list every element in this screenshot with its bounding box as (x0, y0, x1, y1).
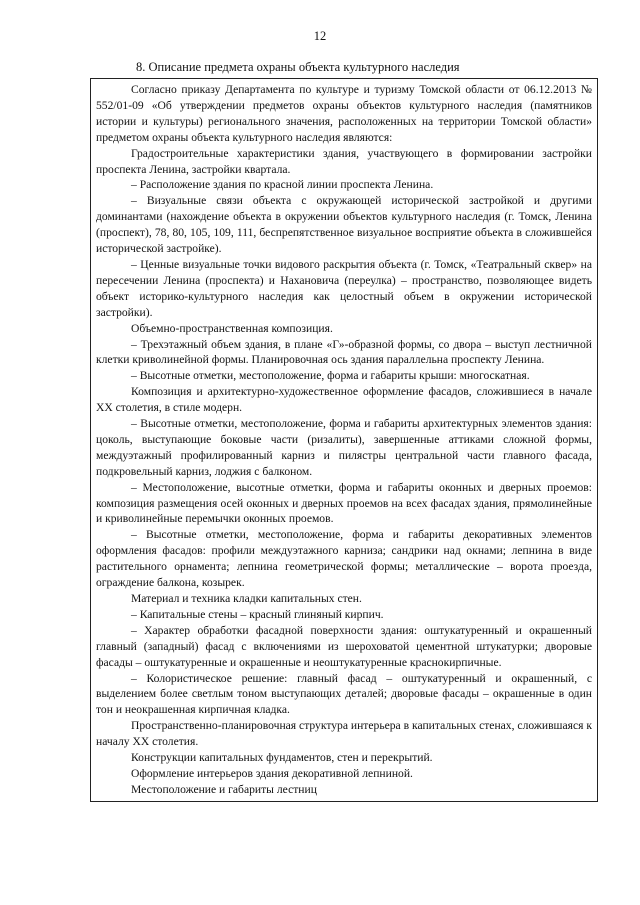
paragraph-architectural-elements: – Высотные отметки, местоположение, форма и габариты архитектурных элементов здания: цоколь, выступающие боковые части (ризалиты), завершенные аттиками сложной формы, междуэтажный профилированный карниз и пилястры центральной части главного фасада, подкровельный карниз, лоджия с балконом. (96, 417, 592, 478)
paragraph-interior-structure: Пространственно-планировочная структура интерьера в капитальных стенах, сложившаяся к началу XX столетия. (96, 719, 592, 749)
paragraph-urban-characteristics: Градостроительные характеристики здания, участвующего в формировании застройки проспекта Ленина, застройки квартала. (96, 146, 592, 176)
paragraph-roof: – Высотные отметки, местоположение, форма и габариты крыши: многоскатная. (131, 369, 530, 383)
paragraph-material-heading: Материал и техника кладки капитальных стен. (131, 592, 362, 605)
paragraph-three-storey: – Трехэтажный объем здания, в плане «Г»-образной формы, со двора – выступ лестничной клетки криволинейной формы. Планировочная ось здания параллельна проспекту Ленина. (96, 337, 592, 367)
section-title: 8. Описание предмета охраны объекта культурного наследия (136, 60, 460, 74)
paragraph-volume-heading: Объемно-пространственная композиция. (131, 321, 333, 335)
paragraph-facade-composition: Композиция и архитектурно-художественное оформление фасадов, сложившиеся в начале XX столетия, в стиле модерн. (96, 385, 592, 415)
paragraph-viewpoints: – Ценные визуальные точки видового раскрытия объекта (г. Томск, «Театральный сквер» на пересечении Ленина (проспекта) и Нахановича (переулка) – пространство, позволяющее видеть объект историко-культурного наследия как целостный объем в окружении исторической застройки). (96, 257, 592, 319)
paragraph-openings: – Местоположение, высотные отметки, форма и габариты оконных и дверных проемов: композиция размещения осей оконных и дверных проемов на всех фасадах здания, прямолинейные и криволинейные перемычки оконных проемов. (96, 480, 592, 526)
paragraph-red-line: – Расположение здания по красной линии проспекта Ленина. (131, 178, 434, 192)
paragraph-color-scheme: – Колористическое решение: главный фасад – оштукатуренный и окрашенный, с выделением более светлым тоном выступающих деталей; дворовые фасады – окрашенные в один тон и неокрашенная кирпичная кладка. (96, 671, 592, 717)
paragraph-visual-links: – Визуальные связи объекта с окружающей исторической застройкой и другими доминантами (нахождение объекта в окружении объектов культурного наследия (г. Томск, Ленина (проспект), 78, 80, 105, 109, 111, беспрепятственное визуальное восприятие объекта в сложившейся исторической застройке). (96, 194, 592, 256)
content-frame (90, 78, 598, 802)
page-number: 12 (313, 29, 327, 43)
paragraph-interior-decor: Оформление интерьеров здания декоративной лепниной. (131, 766, 413, 780)
paragraph-stairs: Местоположение и габариты лестниц (131, 782, 317, 796)
paragraph-walls: – Капитальные стены – красный глиняный кирпич. (131, 607, 384, 621)
paragraph-intro: Согласно приказу Департамента по культуре и туризму Томской области от 06.12.2013 № 552/01-09 «Об утверждении предметов охраны объектов культурного наследия (памятников истории и культуры) регионального значения, расположенных на территории Томской области» предметом охраны объекта культурного наследия являются: (96, 83, 592, 144)
paragraph-surface-treatment: – Характер обработки фасадной поверхности здания: оштукатуренный и окрашенный главный (западный) фасад с включениями из шероховатой цементной штукатурки; дворовые фасады – оштукатуренные и окрашенные и неоштукатуренные краснокирпичные. (96, 623, 592, 669)
paragraph-structures: Конструкции капитальных фундаментов, стен и перекрытий. (131, 751, 433, 765)
paragraph-decor: – Высотные отметки, местоположение, форма и габариты декоративных элементов оформления фасадов: профили междуэтажного карниза; сандрики над окнами; лепнина в виде растительного орнамента; лепнина геометрической формы; металлические – ворота проезда, ограждение балкона, козырек. (96, 528, 592, 590)
